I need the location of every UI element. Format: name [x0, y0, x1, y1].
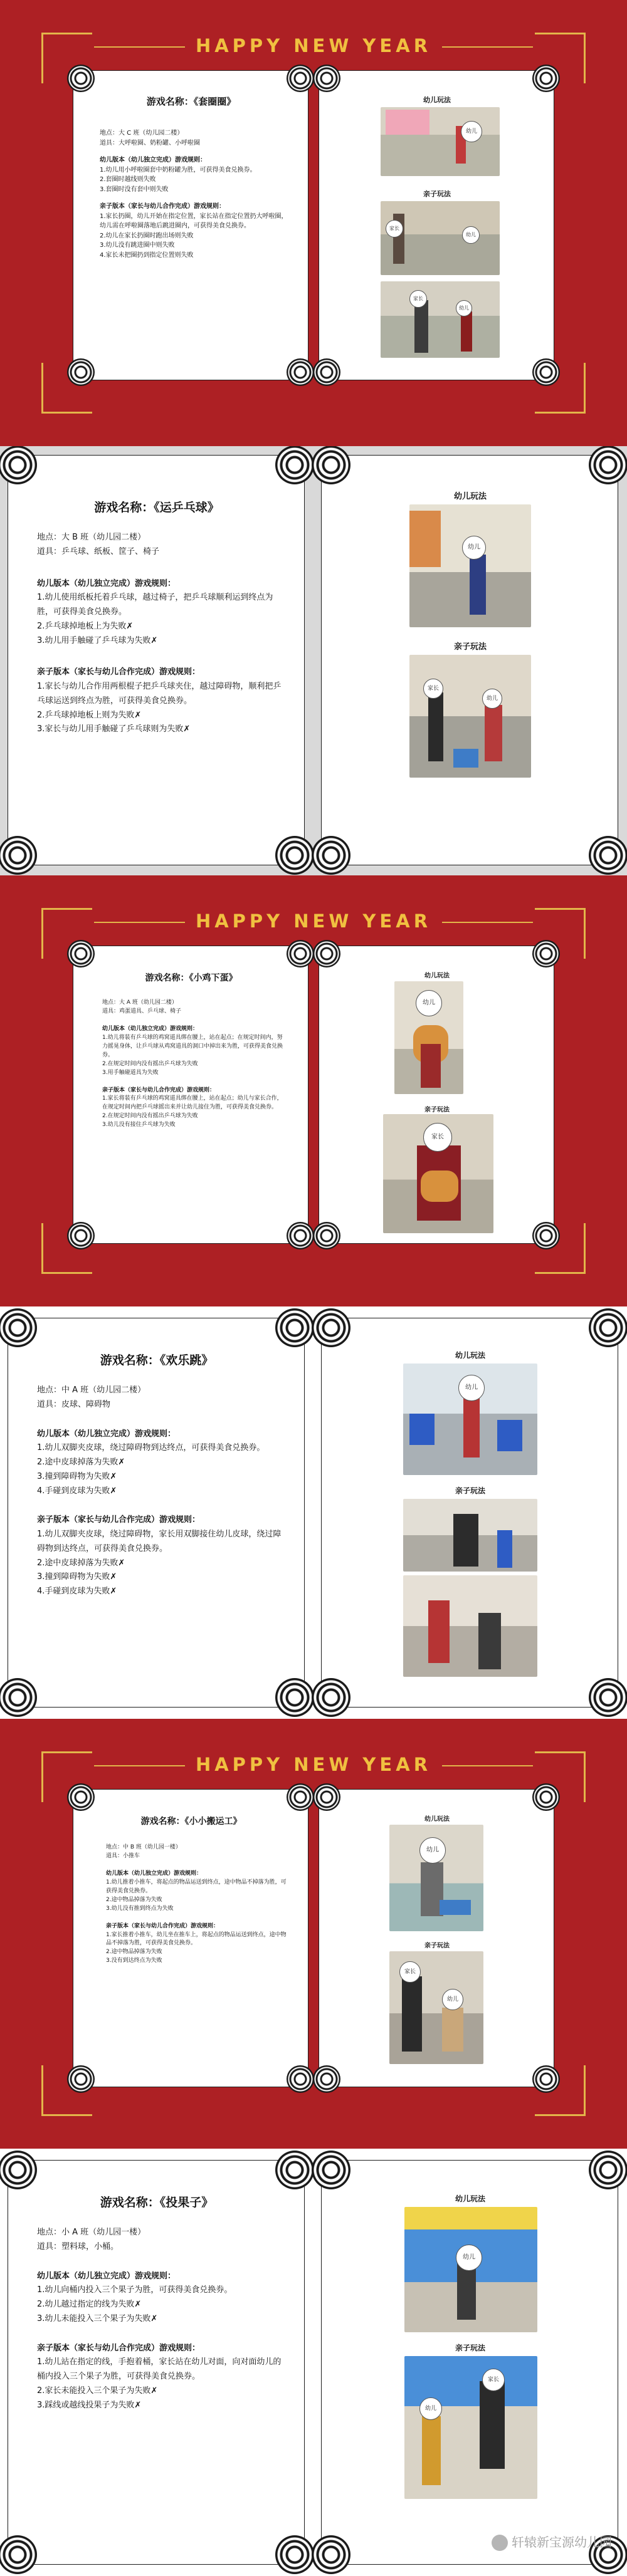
- photo-child-throw-fruit: [404, 2207, 537, 2332]
- scroll-ornament: [313, 1783, 340, 1811]
- scroll-ornament: [287, 65, 314, 92]
- game-title: 游戏名称：《欢乐跳》: [100, 1353, 214, 1367]
- rule-line: 1.幼儿向桶内投入三个果子为胜，可获得美食兑换券。: [37, 2285, 233, 2295]
- watermark-text: 轩辕新宝源幼儿园: [512, 2534, 612, 2550]
- scroll-ornament: [312, 2535, 350, 2574]
- scroll-ornament: [67, 65, 95, 92]
- photo-card: [321, 1318, 618, 1708]
- rule-line: 2.家长未能投入三个果子为失败✗: [37, 2386, 158, 2396]
- rule-line: 3.幼儿没有接住乒乓球为失败: [102, 1122, 176, 1129]
- parent-play-label: 亲子玩法: [455, 1486, 485, 1495]
- face-blur: 幼儿: [416, 990, 442, 1016]
- scroll-ornament: [589, 1308, 627, 1347]
- game-panel-4: [0, 1306, 627, 1719]
- scroll-ornament: [0, 1678, 37, 1717]
- rule-line: 2.在规定时间内没有摇出乒乓球为失败: [102, 1060, 198, 1067]
- rule-line: 1.家长与幼儿合作用两根棍子把乒乓球夹住，越过障碍物，顺利把乒乓球运送到终点为胜，可获得美食兑换券。: [37, 682, 282, 706]
- game-panel-2: [0, 446, 627, 875]
- scroll-ornament: [532, 358, 560, 386]
- scroll-ornament: [532, 1783, 560, 1811]
- game-place: 地点：中 B 班（幼儿园一楼）: [106, 1844, 181, 1850]
- scroll-ornament: [313, 65, 340, 92]
- rules-card: [8, 2160, 305, 2565]
- rule-line: 2.乒乓球掉地板上则为失败✗: [37, 710, 142, 720]
- account-watermark: [492, 2532, 612, 2552]
- parent-play-label: 亲子玩法: [423, 190, 451, 198]
- photo-child-ring-toss: [381, 107, 500, 176]
- rule-line: 3.没有到达终点为失败: [106, 1958, 162, 1964]
- scroll-ornament: [67, 2065, 95, 2093]
- game-tools: 道具：乒乓球、纸板、筐子、椅子: [37, 546, 160, 556]
- game-title: 游戏名称：《运乒乓球》: [94, 501, 219, 514]
- scroll-ornament: [589, 1678, 627, 1717]
- parent-rules-heading: 亲子版本（家长与幼儿合作完成）游戏规则：: [37, 1515, 201, 1525]
- rule-line: 3.幼儿没有跳进圈中则失败: [100, 242, 175, 249]
- scroll-ornament: [67, 940, 95, 967]
- rule-line: 3.幼儿未能投入三个果子为失败✗: [37, 2313, 158, 2323]
- game-place: 地点：中 A 班（幼儿园二楼）: [37, 1385, 146, 1395]
- child-rules-heading: 幼儿版本（幼儿独立完成）游戏规则：: [37, 1429, 176, 1439]
- face-blur: 家长: [423, 1123, 452, 1152]
- rules-card: [8, 455, 305, 865]
- child-rules-heading: 幼儿版本（幼儿独立完成）游戏规则：: [37, 2271, 176, 2281]
- rule-line: 3.踩线或越线投果子为失败✗: [37, 2400, 142, 2410]
- scroll-ornament: [287, 1222, 314, 1249]
- child-play-label: 幼儿玩法: [423, 96, 451, 104]
- rules-card: [73, 70, 308, 380]
- rules-card: [73, 1789, 308, 2087]
- scroll-ornament: [532, 2065, 560, 2093]
- game-tools: 道具：大呼啦圈、奶粉罐、小呼啦圈: [100, 139, 200, 147]
- rule-line: 1.幼儿使用纸板托着乒乓球，越过椅子，把乒乓球顺利运到终点为胜，可获得美食兑换券。: [37, 593, 273, 617]
- rule-line: 1.幼儿站在指定的线，手抱着桶，家长站在幼儿对面，向对面幼儿的桶内投入三个果子为胜，可获得美食兑换券。: [37, 2357, 282, 2381]
- child-rules-heading: 幼儿版本（幼儿独立完成）游戏规则：: [37, 578, 176, 588]
- rule-line: 3.家长与幼儿用手触碰了乒乓球则为失败✗: [37, 724, 191, 734]
- rule-line: 2.套圈时越线则失败: [100, 176, 156, 183]
- rule-line: 1.幼儿推着小推车，将起点的物品运送到终点，途中物品不掉落为胜，可获得美食兑换券。: [106, 1879, 287, 1894]
- scroll-ornament: [287, 2065, 314, 2093]
- photo-parent-ring-toss-1: [381, 201, 500, 275]
- rule-line: 3.幼儿没有推到终点为失败: [106, 1905, 174, 1912]
- scroll-ornament: [275, 446, 314, 484]
- scroll-ornament: [532, 1222, 560, 1249]
- game-panel-3: [0, 875, 627, 1306]
- photo-parent-jump-2: [403, 1575, 537, 1677]
- rule-line: 2.途中物品掉落为失败: [106, 1896, 162, 1903]
- game-title: 游戏名称：《投果子》: [100, 2196, 214, 2209]
- photo-card: [321, 455, 618, 865]
- game-title: 游戏名称：《小鸡下蛋》: [145, 973, 238, 983]
- game-place: 地点：大 B 班（幼儿园二楼）: [37, 533, 146, 542]
- game-panel-5: [0, 1719, 627, 2149]
- photo-parent-ring-toss-2: [381, 281, 500, 358]
- parent-rules-heading: 亲子版本（家长与幼儿合作完成）游戏规则：: [37, 667, 201, 677]
- game-panel-6: [0, 2149, 627, 2576]
- scroll-ornament: [275, 2151, 314, 2189]
- photo-card: [321, 2160, 618, 2565]
- scroll-ornament: [275, 1678, 314, 1717]
- parent-rules-heading: 亲子版本（家长与幼儿合作完成）游戏规则：: [102, 1087, 216, 1093]
- face-blur: 幼儿: [458, 1375, 485, 1401]
- scroll-ornament: [532, 940, 560, 967]
- rule-line: 3.幼儿用手触碰了乒乓球为失败✗: [37, 635, 158, 645]
- face-blur: 幼儿: [462, 536, 486, 560]
- game-place: 地点：大 C 班（幼儿园二楼）: [100, 130, 184, 137]
- rule-line: 1.幼儿双脚夹皮球，绕过障碍物，家长用双脚接住幼儿皮球，绕过障碍物到达终点，可获得美食兑换券。: [37, 1530, 282, 1553]
- banner-title: HAPPY NEW YEAR: [195, 1754, 432, 1775]
- photo-parent-jump-1: [403, 1499, 537, 1572]
- child-rules-heading: 幼儿版本（幼儿独立完成）游戏规则：: [106, 1870, 203, 1877]
- photo-child-porter: [389, 1825, 483, 1931]
- scroll-ornament: [67, 358, 95, 386]
- scroll-ornament: [312, 1308, 350, 1347]
- scroll-ornament: [313, 940, 340, 967]
- scroll-ornament: [275, 2535, 314, 2574]
- child-play-label: 幼儿玩法: [424, 973, 450, 979]
- game-tools: 道具：皮球、障碍物: [37, 1399, 111, 1409]
- game-title: 游戏名称：《小小搬运工》: [140, 1817, 242, 1827]
- rule-line: 2.幼儿越过指定的线为失败✗: [37, 2300, 142, 2309]
- scroll-ornament: [312, 1678, 350, 1717]
- wechat-icon: [492, 2535, 508, 2551]
- scroll-ornament: [0, 836, 37, 875]
- scroll-ornament: [67, 1222, 95, 1249]
- scroll-ornament: [313, 358, 340, 386]
- face-blur: 家长: [482, 2369, 505, 2391]
- rule-line: 2.在规定时间内没有摇出乒乓球为失败: [102, 1113, 198, 1120]
- face-blur: 家长: [409, 290, 427, 308]
- rule-line: 2.乒乓球掉地板上为失败✗: [37, 621, 134, 631]
- banner-title: HAPPY NEW YEAR: [195, 35, 432, 56]
- parent-play-label: 亲子玩法: [424, 1107, 450, 1113]
- scroll-ornament: [0, 446, 37, 484]
- face-blur: 幼儿: [442, 1989, 463, 2010]
- scroll-ornament: [0, 2151, 37, 2189]
- rule-line: 2.途中物品掉落为失败: [106, 1949, 162, 1956]
- scroll-ornament: [313, 1222, 340, 1249]
- face-blur: 幼儿: [456, 300, 472, 316]
- rule-line: 3.用手触碰道具为失败: [102, 1069, 159, 1076]
- rule-line: 1.家长扔圈，幼儿开始在指定位置，家长站在指定位置扔大呼啦圈，幼儿需在呼啦圈落地后跳进圈内，可获得美食兑换券。: [100, 212, 288, 229]
- scroll-ornament: [589, 2151, 627, 2189]
- scroll-ornament: [313, 2065, 340, 2093]
- rule-line: 2.途中皮球掉落为失败✗: [37, 1558, 125, 1568]
- child-rules-heading: 幼儿版本（幼儿独立完成）游戏规则：: [102, 1025, 199, 1032]
- parent-rules-heading: 亲子版本（家长与幼儿合作完成）游戏规则：: [37, 2343, 201, 2353]
- rule-line: 1.幼儿双脚夹皮球，绕过障碍物到达终点，可获得美食兑换券。: [37, 1443, 265, 1453]
- parent-rules-heading: 亲子版本（家长与幼儿合作完成）游戏规则：: [106, 1922, 219, 1929]
- scroll-ornament: [589, 836, 627, 875]
- photo-parent-porter: [389, 1951, 483, 2064]
- photo-child-hen-eggs: [394, 981, 463, 1094]
- scroll-ornament: [532, 65, 560, 92]
- face-blur: 幼儿: [419, 1837, 446, 1864]
- scroll-ornament: [312, 836, 350, 875]
- scroll-ornament: [287, 940, 314, 967]
- photo-child-jump: [403, 1364, 537, 1475]
- face-blur: 幼儿: [456, 2245, 482, 2271]
- face-blur: 家长: [386, 220, 403, 237]
- face-blur: 幼儿: [461, 121, 482, 142]
- rule-line: 1.幼儿将装有乒乓球的鸡窝道具绑在腰上，站在起点；在规定时间内，努力摇晃身体，让乒乓球从鸡窝道具的洞口中掉出来为胜，可获得美食兑换券。: [102, 1034, 283, 1058]
- rule-line: 3.撞到障碍物为失败✗: [37, 1572, 117, 1582]
- scroll-ornament: [0, 1308, 37, 1347]
- child-play-label: 幼儿玩法: [424, 1816, 450, 1823]
- game-title: 游戏名称：《套圈圈》: [146, 96, 236, 107]
- scroll-ornament: [312, 446, 350, 484]
- rule-line: 4.手碰到皮球为失败✗: [37, 1486, 117, 1496]
- rules-card: [8, 1318, 305, 1708]
- scroll-ornament: [589, 446, 627, 484]
- photo-card: [319, 946, 554, 1244]
- photo-card: [319, 1789, 554, 2087]
- rule-line: 4.手碰到皮球为失败✗: [37, 1587, 117, 1596]
- rule-line: 2.途中皮球掉落为失败✗: [37, 1457, 125, 1467]
- game-place: 地点：小 A 班（幼儿园一楼）: [37, 2228, 146, 2237]
- parent-play-label: 亲子玩法: [453, 642, 487, 652]
- face-blur: 幼儿: [419, 2397, 442, 2420]
- scroll-ornament: [67, 1783, 95, 1811]
- photo-child-pingpong: [409, 504, 531, 627]
- photo-parent-throw-fruit: [404, 2356, 537, 2499]
- face-blur: 家长: [423, 679, 443, 699]
- parent-rules-heading: 亲子版本（家长与幼儿合作完成）游戏规则：: [100, 203, 225, 210]
- rule-line: 3.套圈时没有套中则失败: [100, 185, 169, 193]
- rule-line: 3.撞到障碍物为失败✗: [37, 1471, 117, 1481]
- scroll-ornament: [0, 2535, 37, 2574]
- scroll-ornament: [312, 2151, 350, 2189]
- child-play-label: 幼儿玩法: [453, 492, 487, 501]
- rules-card: [73, 946, 308, 1244]
- rule-line: 1.幼儿用小呼啦圈套中奶粉罐为胜，可获得美食兑换券。: [100, 166, 256, 174]
- parent-play-label: 亲子玩法: [424, 1942, 450, 1949]
- scroll-ornament: [287, 358, 314, 386]
- game-tools: 道具：塑料球，小桶。: [37, 2241, 119, 2251]
- face-blur: 幼儿: [482, 689, 502, 709]
- game-panel-1: [0, 0, 627, 446]
- face-blur: 幼儿: [462, 226, 480, 244]
- face-blur: 家长: [399, 1961, 421, 1983]
- rule-line: 4.家长未把圈扔到指定位置则失败: [100, 251, 194, 259]
- rule-line: 1.家长将装有乒乓球的鸡窝道具绑在腰上，站在起点；幼儿与家长合作，在规定时间内把乒乓球摇出来并让幼儿接住为胜，可获得美食兑换券。: [102, 1095, 283, 1111]
- scroll-ornament: [275, 1308, 314, 1347]
- game-tools: 道具：小推车: [106, 1852, 140, 1859]
- banner-title: HAPPY NEW YEAR: [195, 910, 432, 932]
- child-play-label: 幼儿玩法: [455, 1351, 485, 1360]
- scroll-ornament: [287, 1783, 314, 1811]
- scroll-ornament: [275, 836, 314, 875]
- parent-play-label: 亲子玩法: [455, 2344, 485, 2352]
- child-rules-heading: 幼儿版本（幼儿独立完成）游戏规则：: [100, 157, 206, 164]
- photo-parent-hen-eggs: [383, 1114, 493, 1233]
- child-play-label: 幼儿玩法: [455, 2194, 485, 2203]
- game-tools: 道具：鸡蛋道具、乒乓球、椅子: [102, 1008, 182, 1014]
- photo-card: [319, 70, 554, 380]
- game-place: 地点：大 A 班（幼儿园二楼）: [102, 999, 177, 1006]
- rule-line: 2.幼儿在家长扔圈时跑出场则失败: [100, 232, 194, 239]
- photo-parent-pingpong: [409, 655, 531, 778]
- rule-line: 1.家长推着小推车，幼儿坐在推车上，将起点的物品运送到终点，途中物品不掉落为胜，可获得美食兑换券。: [106, 1931, 287, 1947]
